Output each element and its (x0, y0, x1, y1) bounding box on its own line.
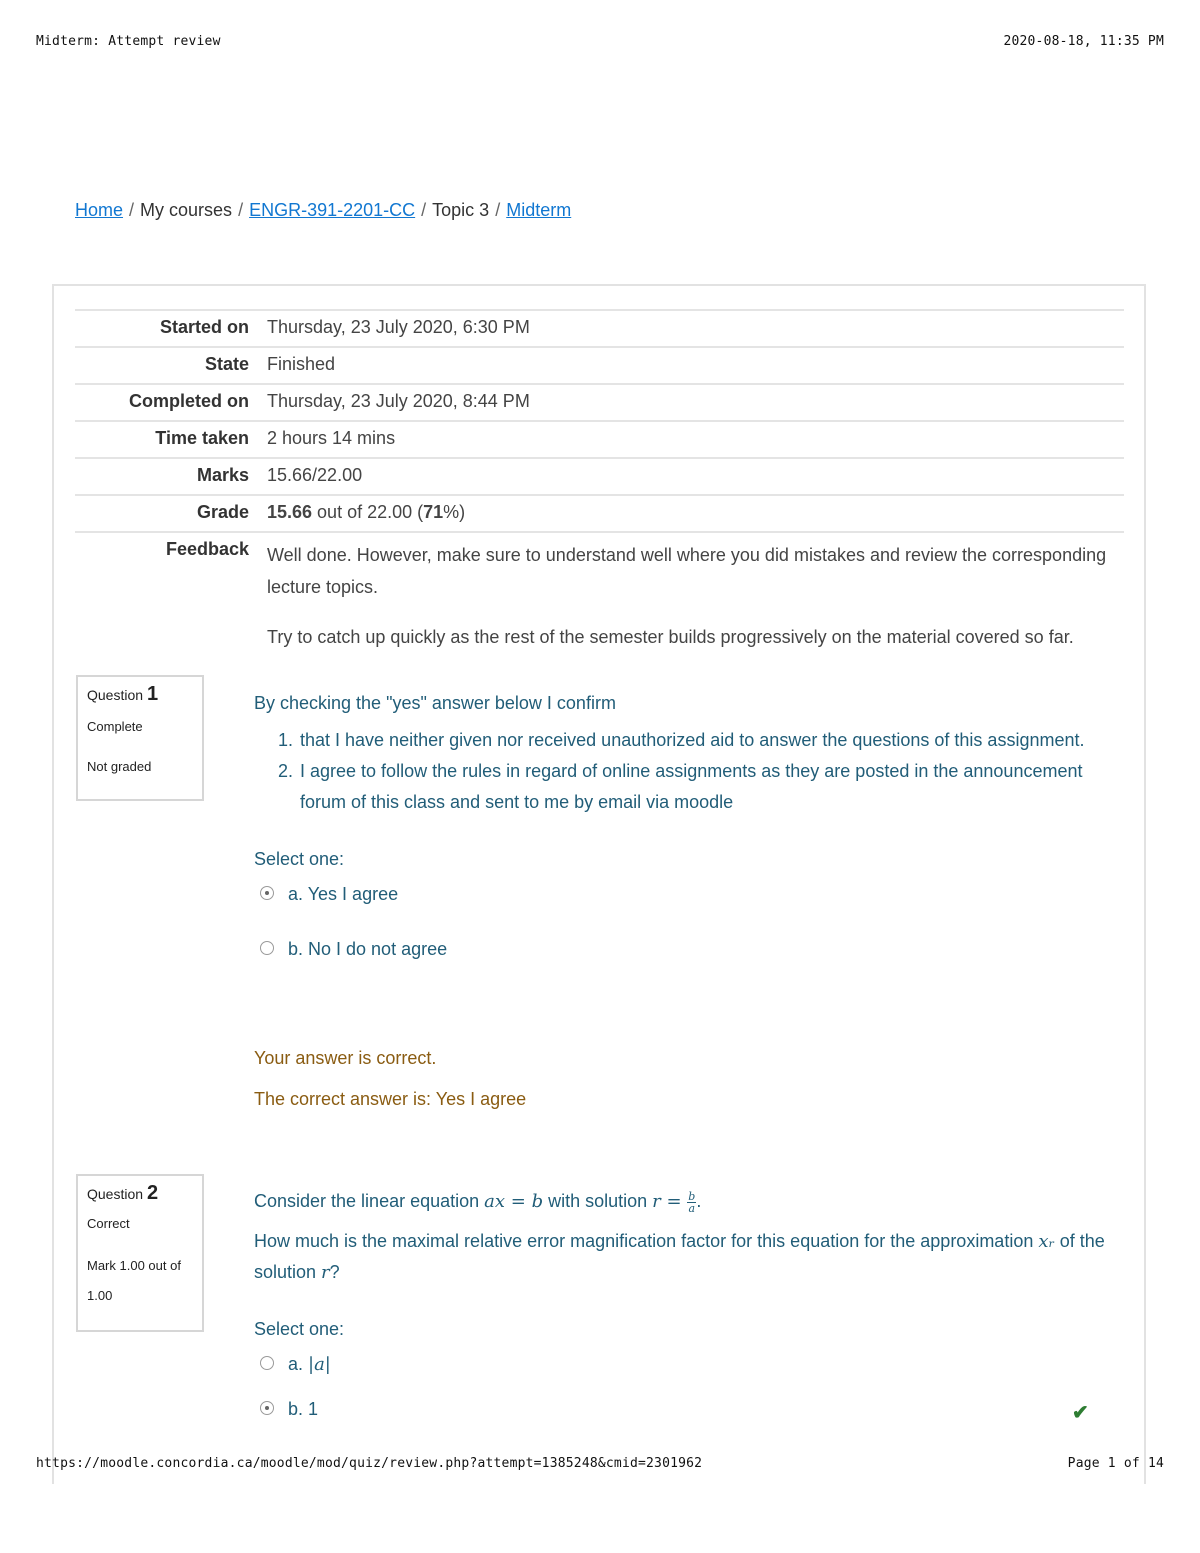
question-2-number: Question 2 (87, 1182, 159, 1204)
question-1-info (76, 675, 204, 801)
question-2-info (76, 1174, 204, 1332)
grade-out-of: out of 22.00 ( (312, 502, 424, 522)
breadcrumb (75, 200, 571, 221)
feedback-paragraph-1: Well done. However, make sure to understand well where you did mistakes and review the corresponding lecture topics. (267, 545, 1107, 597)
grade-end: %) (443, 502, 466, 522)
breadcrumb-separator: / (129, 200, 135, 220)
fraction-b-over-a: $\frac{b}{a}$ (688, 1189, 696, 1215)
question-1-intro: By checking the "yes" answer below I confirm (254, 693, 616, 713)
summary-row-feedback (75, 532, 1124, 661)
question-2-option-b-label: b. 1 (288, 1399, 319, 1419)
marks-label: Marks (196, 465, 249, 485)
feedback-label: Feedback (165, 539, 249, 559)
attempt-summary-table (75, 309, 1124, 661)
question-1-grade: Not graded (87, 759, 152, 774)
grade-value (267, 495, 1124, 532)
grade-label: Grade (196, 502, 249, 522)
grade-percent: 71 (423, 502, 444, 522)
print-header (36, 34, 1164, 49)
solution-r-var: r (321, 1262, 330, 1283)
breadcrumb-separator: / (495, 200, 501, 220)
breadcrumb-course-link[interactable]: ENGR-391-2201-CC (249, 200, 416, 220)
breadcrumb-quiz-link[interactable]: Midterm (506, 200, 572, 220)
print-footer (36, 1456, 1164, 1471)
question-1-option-a-label: a. Yes I agree (288, 884, 399, 904)
question-2-option-a[interactable] (254, 1345, 1109, 1383)
question-2-grade: Mark 1.00 out of 1.00 (87, 1258, 181, 1303)
question-2-content (254, 1186, 1109, 1428)
radio-checked-icon[interactable] (260, 886, 274, 900)
marks-value: 15.66/22.00 (267, 465, 363, 485)
radio-checked-icon[interactable] (260, 1401, 274, 1415)
breadcrumb-separator: / (421, 200, 427, 220)
question-1-state: Complete (87, 719, 143, 734)
question-1-condition: 2. I agree to follow the rules in regard of online assignments as they are posted in the announcement forum of this class and sent to me by email via moodle (298, 756, 1109, 818)
question-1-option-b-label: b. No I do not agree (288, 939, 448, 959)
question-1-option-b[interactable] (254, 930, 1109, 968)
radio-unchecked-icon[interactable] (260, 941, 274, 955)
solution-r: r = (652, 1191, 688, 1212)
print-title: Midterm: Attempt review (36, 34, 221, 49)
question-1-conditions-list (254, 725, 1109, 818)
completed-label: Completed on (129, 391, 249, 411)
correct-check-icon: ✔ (1072, 1402, 1089, 1424)
feedback-value (267, 532, 1124, 661)
question-2-state: Correct (87, 1216, 130, 1231)
summary-row-state (75, 347, 1124, 384)
summary-row-started (75, 310, 1124, 347)
completed-value: Thursday, 23 July 2020, 8:44 PM (267, 391, 530, 411)
radio-unchecked-icon[interactable] (260, 1356, 274, 1370)
breadcrumb-my-courses: My courses (140, 200, 233, 220)
question-2-text-2: How much is the maximal relative error magnification factor for this equation for the approximation xᵣ of the solution r? (254, 1231, 1105, 1283)
question-2-option-a-prefix: a. (288, 1354, 309, 1374)
question-2-text-1: Consider the linear equation ax = b with solution r = $\frac{b}{a}$. (254, 1189, 702, 1215)
time-taken-label: Time taken (155, 428, 249, 448)
state-label: State (204, 354, 249, 374)
breadcrumb-separator: / (238, 200, 244, 220)
question-1-select-one: Select one: (254, 849, 345, 869)
feedback-paragraph-2: Try to catch up quickly as the rest of the semester builds progressively on the material covered so far. (267, 627, 1074, 647)
question-2-option-a-math: |a| (308, 1354, 331, 1375)
question-1-condition: 1. that I have neither given nor received unauthorized aid to answer the questions of this assignment. (298, 725, 1109, 756)
question-1-content (254, 688, 1109, 968)
started-value: Thursday, 23 July 2020, 6:30 PM (267, 317, 530, 337)
equation-ax-b: ax = b (484, 1191, 544, 1212)
question-1-number: Question 1 (87, 683, 159, 705)
question-2-select-one: Select one: (254, 1319, 345, 1339)
question-1-feedback-correct: Your answer is correct. (254, 1048, 437, 1068)
summary-row-grade (75, 495, 1124, 532)
print-datetime: 2020-08-18, 11:35 PM (1003, 34, 1164, 49)
print-page-number: Page 1 of 14 (1067, 1456, 1164, 1471)
grade-score: 15.66 (267, 502, 313, 522)
question-1-feedback-answer: The correct answer is: Yes I agree (254, 1089, 527, 1109)
question-1-option-a[interactable] (254, 875, 1109, 913)
breadcrumb-topic: Topic 3 (432, 200, 490, 220)
print-url: https://moodle.concordia.ca/moodle/mod/quiz/review.php?attempt=1385248&cmid=2301962 (36, 1456, 703, 1471)
time-taken-value: 2 hours 14 mins (267, 428, 396, 448)
summary-row-time-taken (75, 421, 1124, 458)
started-label: Started on (159, 317, 249, 337)
breadcrumb-home-link[interactable]: Home (75, 200, 124, 220)
summary-row-marks (75, 458, 1124, 495)
approximation-xr: xᵣ (1038, 1231, 1055, 1252)
question-2-option-b[interactable] (254, 1390, 1109, 1428)
summary-row-completed (75, 384, 1124, 421)
state-value: Finished (267, 354, 336, 374)
